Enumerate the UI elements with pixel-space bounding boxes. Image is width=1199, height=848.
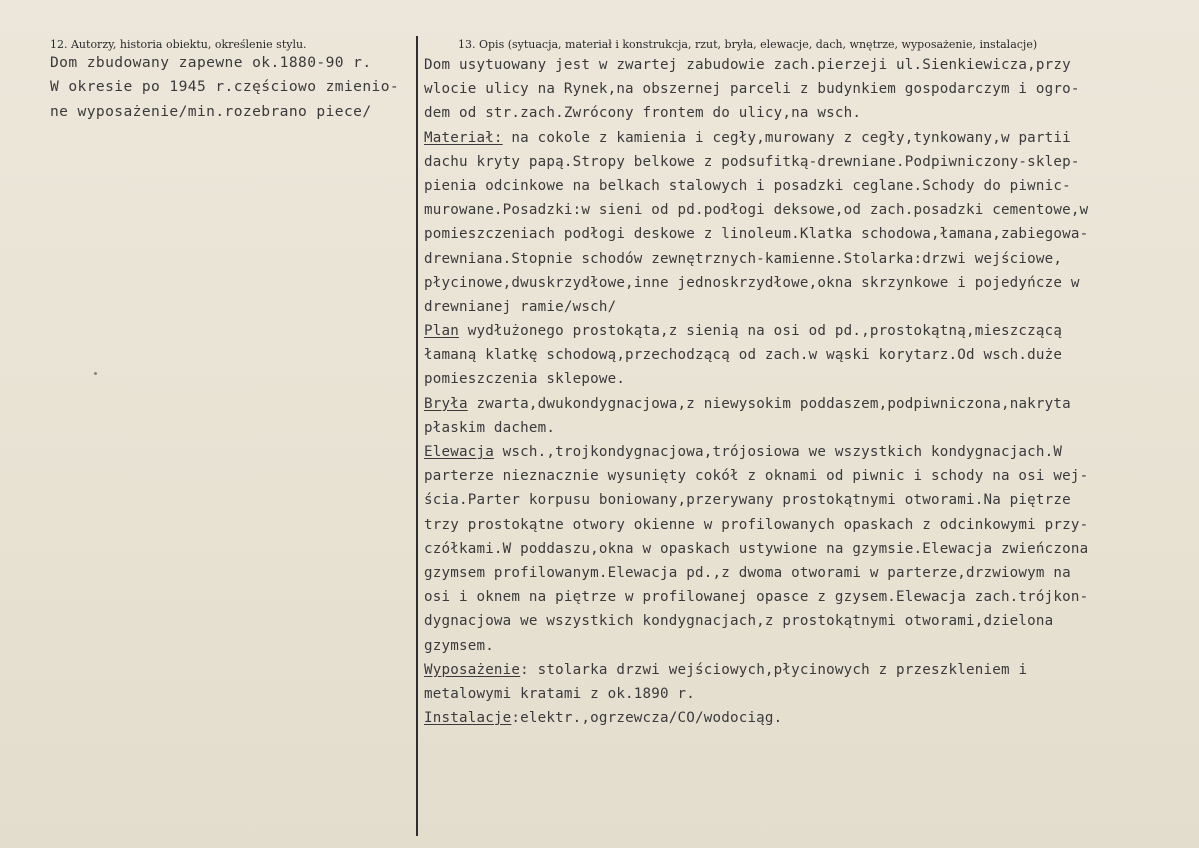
text-line (424, 682, 1194, 706)
text-line (424, 343, 1194, 367)
text-line (424, 77, 1194, 101)
text-line: ne wyposażenie/min.rozebrano piece/ (50, 102, 372, 120)
line-text: dem od str.zach.Zwrócony frontem do ulicy,na wsch. (424, 105, 862, 122)
line-text: płycinowe,dwuskrzydłowe,inne jednoskrzydłowe,okna skrzynkowe i pojedyńcze w (424, 274, 1080, 291)
text-line (424, 126, 1194, 150)
text-line (424, 367, 1194, 391)
section-label: Bryła (424, 395, 468, 412)
section-13-header: 13. Opis (sytuacja, materiał i konstrukcja, rzut, bryła, elewacje, dach, wnętrze, wyposażenie, instalacje) (458, 38, 1038, 51)
section-12-text (50, 51, 412, 124)
text-line: W okresie po 1945 r.częściowo zmienio- (50, 78, 400, 96)
line-text: : stolarka drzwi wejściowych,płycinowych z przeszkleniem i (520, 661, 1028, 678)
text-line (424, 561, 1194, 585)
text-line (424, 174, 1194, 198)
text-line (424, 271, 1194, 295)
text-line (424, 392, 1194, 416)
text-line (424, 634, 1194, 658)
text-line (424, 222, 1194, 246)
section-label: Materiał: (424, 129, 503, 146)
line-text: wlocie ulicy na Rynek,na obszernej parceli z budynkiem gospodarczym i ogro- (424, 81, 1080, 98)
line-text: na cokole z kamienia i cegły,murowany z cegły,tynkowany,w partii (502, 129, 1071, 146)
line-text: drewnianej ramie/wsch/ (424, 298, 617, 315)
section-label: Elewacja (424, 444, 494, 460)
line-text: osi i oknem na piętrze w profilowanej opasce z gzysem.Elewacja zach.trójkon- (424, 589, 1089, 606)
section-label: Wyposażenie (424, 661, 521, 678)
text-line (424, 416, 1194, 440)
line-text: :elektr.,ogrzewcza/CO/wodociąg. (511, 710, 783, 727)
text-line (424, 101, 1194, 125)
text-line (424, 658, 1194, 682)
text-line (424, 319, 1194, 343)
line-text: parterze nieznacznie wysunięty cokół z oknami od piwnic i schody na osi wej- (424, 468, 1089, 485)
column-divider (416, 36, 418, 836)
line-text: pienia odcinkowe na belkach stalowych i posadzki ceglane.Schody do piwnic- (424, 177, 1071, 194)
line-text: dygnacjowa we wszystkich kondygnacjach,z prostokątnymi otworami,dzielona (424, 613, 1054, 630)
line-text: dachu kryty papą.Stropy belkowe z podsufitką-drewniane.Podpiwniczony-sklep- (424, 153, 1080, 170)
text-line (424, 609, 1194, 633)
text-line (424, 247, 1194, 271)
line-text: wydłużonego prostokąta,z sienią na osi od pd.,prostokątną,mieszczącą (458, 323, 1063, 340)
text-line (424, 537, 1194, 561)
text-line (424, 585, 1194, 609)
text-line (424, 53, 1194, 77)
line-text: wsch.,trojkondygnacjowa,trójosiowa we wszystkich kondygnacjach.W (493, 444, 1063, 460)
line-text: murowane.Posadzki:w sieni od pd.podłogi deksowe,od zach.posadzki cementowe,w (424, 202, 1089, 219)
line-text: czółkami.W poddaszu,okna w opaskach ustywione na gzymsie.Elewacja zwieńczona (424, 540, 1089, 557)
text-line (424, 488, 1194, 512)
paper-speck (94, 372, 97, 375)
line-text: trzy prostokątne otwory okienne w profilowanych opaskach z odcinkowymi przy- (424, 516, 1089, 533)
line-text: gzymsem. (424, 637, 494, 654)
line-text: metalowymi kratami z ok.1890 r. (424, 685, 695, 702)
line-text: łamaną klatkę schodową,przechodzącą od zach.w wąski korytarz.Od wsch.duże (424, 347, 1063, 364)
text-line (424, 198, 1194, 222)
text-line (424, 706, 1194, 730)
text-line (424, 150, 1194, 174)
line-text: pomieszczeniach podłogi deskowe z linoleum.Klatka schodowa,łamana,zabiegowa- (424, 226, 1089, 243)
text-line (424, 440, 1194, 464)
text-line (424, 295, 1194, 319)
line-text: drewniana.Stopnie schodów zewnętrznych-kamienne.Stolarka:drzwi wejściowe, (424, 250, 1063, 267)
text-line: Dom zbudowany zapewne ok.1880-90 r. (50, 54, 372, 71)
section-13-text (424, 53, 1194, 730)
line-text: Dom usytuowany jest w zwartej zabudowie zach.pierzeji ul.Sienkiewicza,przy (424, 57, 1071, 73)
line-text: ścia.Parter korpusu boniowany,przerywany prostokątnymi otworami.Na piętrze (424, 492, 1071, 509)
line-text: płaskim dachem. (424, 419, 556, 436)
text-line (424, 513, 1194, 537)
section-label: Plan (424, 323, 459, 340)
line-text: gzymsem profilowanym.Elewacja pd.,z dwoma otworami w parterze,drzwiowym na (424, 564, 1071, 581)
section-label: Instalacje (424, 710, 512, 727)
line-text: pomieszczenia sklepowe. (424, 371, 626, 388)
line-text: zwarta,dwukondygnacjowa,z niewysokim poddaszem,podpiwniczona,nakryta (467, 395, 1071, 412)
section-12-header: 12. Autorzy, historia obiektu, określenie stylu. (50, 38, 307, 51)
text-line (424, 464, 1194, 488)
